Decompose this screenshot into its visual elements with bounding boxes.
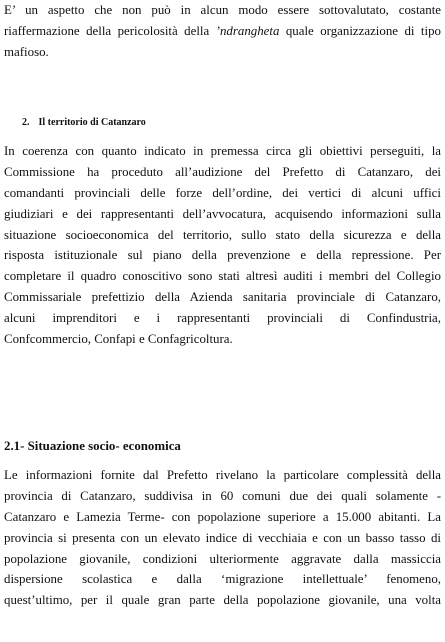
section-2-line: completare il quadro conoscitivo sono stati altresì auditi i membri del Collegio	[4, 269, 441, 284]
intro-line-3: mafioso.	[4, 44, 49, 59]
section-2-number: 2.	[22, 117, 30, 128]
section-2-1-line: Catanzaro e Lamezia Terme- con popolazione superiore a 15.000 abitanti. La	[4, 509, 441, 524]
section-2-1-line: quest’ultimo, per il quale gran parte della popolazione giovanile, una volta	[4, 593, 441, 608]
section-2-1-line: popolazione giovanile, condizioni ulteriormente aggravate dalla massiccia	[4, 551, 441, 566]
section-2-1-line: Le informazioni fornite dal Prefetto rivelano la particolare complessità della	[4, 468, 441, 482]
section-2-paragraph	[4, 141, 441, 350]
section-2-1-line: dispersione scolastica e dalla ‘migrazione intellettuale’ fenomeno,	[4, 572, 441, 587]
section-2-line: giudiziari e dei rappresentanti dell’avvocatura, acquisendo informazioni sulla	[4, 206, 441, 221]
intro-line-1: E’ un aspetto che non può in alcun modo essere sottovalutato, costante	[4, 3, 441, 17]
intro-line-2	[4, 21, 441, 42]
section-2-1-line: provincia di Catanzaro, suddivisa in 60 comuni due dei quali solamente -	[4, 488, 441, 503]
section-2-line: In coerenza con quanto indicato in premessa circa gli obiettivi perseguiti, la	[4, 144, 441, 158]
intro-line-2-head: riaffermazione della pericolosità della	[4, 23, 216, 38]
section-2-line: Commissariale prefettizio della Azienda sanitaria provinciale di Catanzaro,	[4, 290, 441, 305]
section-2-1-heading: 2.1- Situazione socio- economica	[4, 439, 181, 453]
section-2-line: Commissione ha proceduto all’audizione del Prefetto di Catanzaro, dei	[4, 164, 441, 179]
section-2-line: Confcommercio, Confapi e Confagricoltura.	[4, 332, 233, 347]
section-2-1-paragraph	[4, 465, 441, 611]
section-2-line: situazione socioeconomica del territorio, sullo stato della sicurezza e della	[4, 227, 441, 242]
intro-paragraph	[4, 0, 441, 63]
section-2-heading	[22, 116, 146, 130]
intro-line-2-tail: quale organizzazione di tipo	[279, 23, 441, 38]
section-2-line: risposta istituzionale sul piano della prevenzione e della repressione. Per	[4, 248, 441, 263]
ndrangheta-emphasis: ’ndrangheta	[215, 23, 280, 38]
section-2-line: comandanti provinciali delle forze dell’ordine, dei vertici di alcuni uffici	[4, 185, 441, 200]
section-2-title: Il territorio di Catanzaro	[38, 117, 146, 128]
section-2-1-line: provincia si presenta con un elevato indice di vecchiaia e con un basso tasso di	[4, 530, 441, 545]
section-2-line: alcuni imprenditori e i rappresentanti provinciali di Confindustria,	[4, 311, 441, 326]
